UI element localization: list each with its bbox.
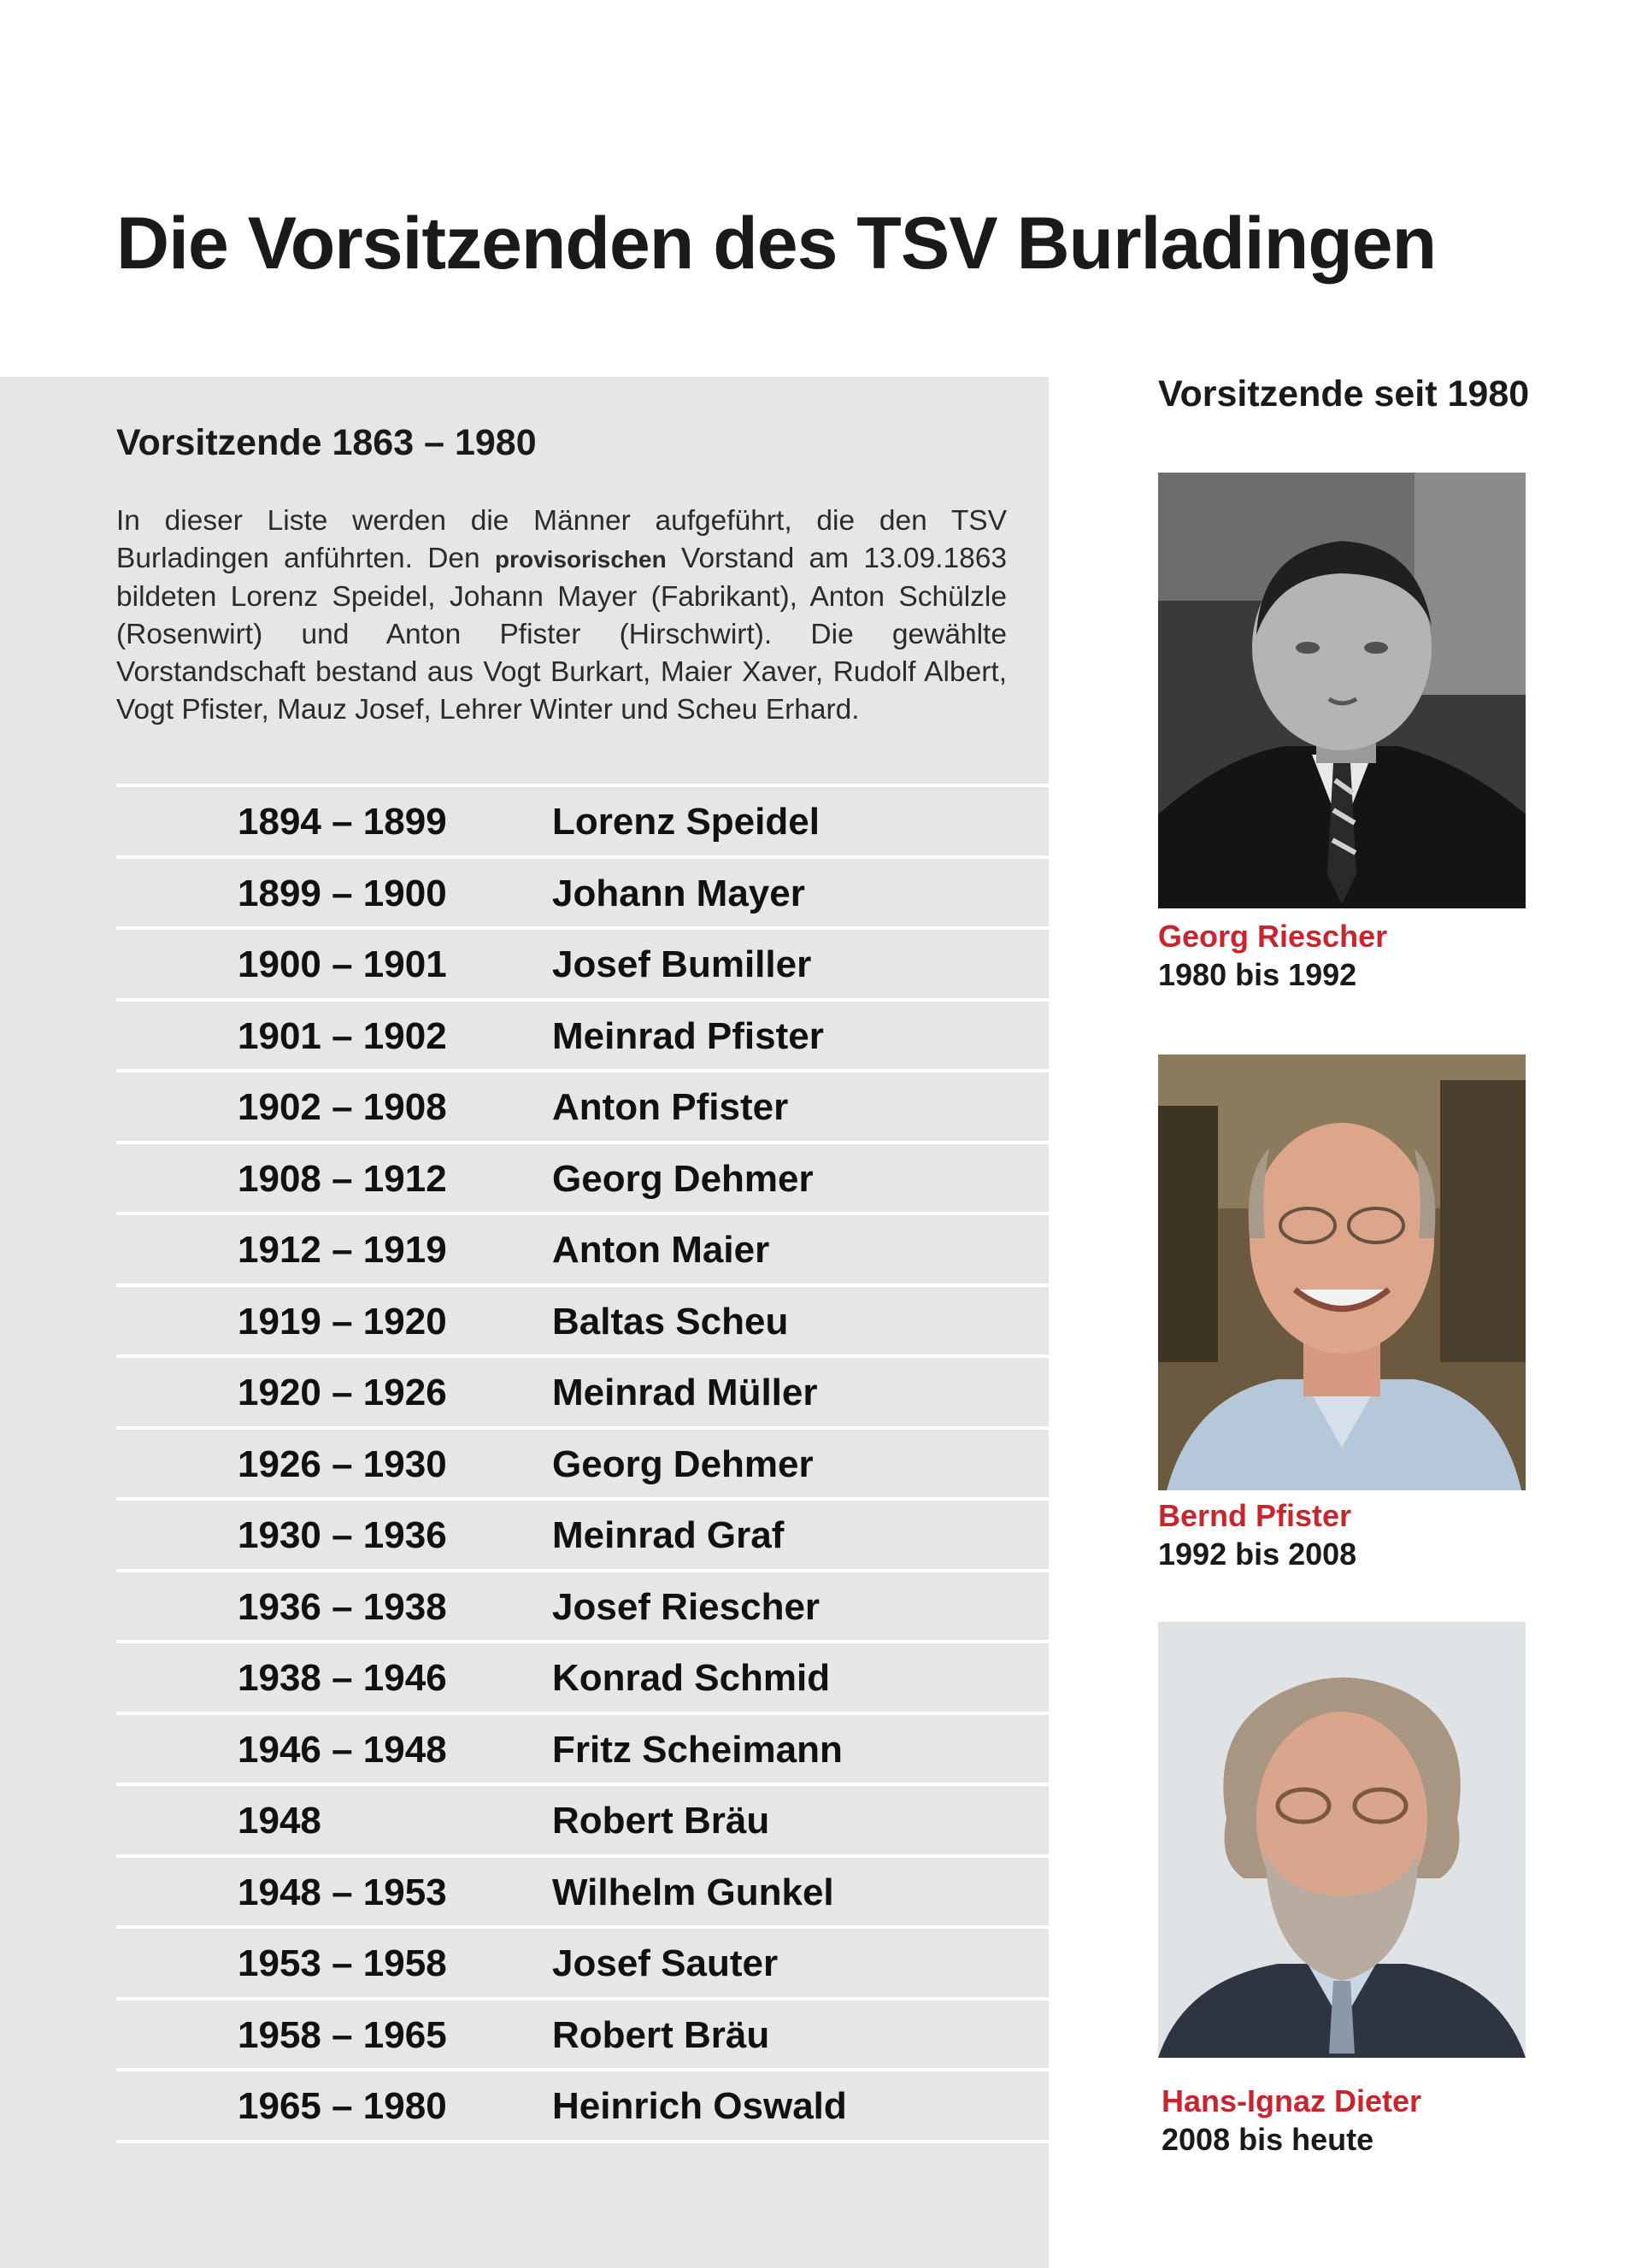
chair-years: 1900 – 1901 bbox=[238, 943, 447, 985]
chair-years: 1912 – 1919 bbox=[238, 1229, 447, 1271]
chair-name: Robert Bräu bbox=[552, 1800, 770, 1842]
chair-row bbox=[116, 855, 1049, 927]
chair-years: 1948 bbox=[238, 1800, 321, 1842]
chair-years: 1901 – 1902 bbox=[238, 1014, 447, 1057]
chair-years: 1899 – 1900 bbox=[238, 872, 447, 914]
chair-name: Meinrad Graf bbox=[552, 1514, 785, 1556]
chair-name: Johann Mayer bbox=[552, 872, 805, 914]
chair-row bbox=[116, 1997, 1049, 2069]
chair-row bbox=[116, 1141, 1049, 1213]
chair-row bbox=[116, 1854, 1049, 1926]
chair-name: Meinrad Pfister bbox=[552, 1014, 824, 1057]
chair-name: Fritz Scheimann bbox=[552, 1728, 843, 1771]
portrait-photo-1 bbox=[1158, 473, 1526, 908]
chair-name: Wilhelm Gunkel bbox=[552, 1871, 834, 1913]
chair-row bbox=[116, 1783, 1049, 1854]
intro-text-start: In dieser Liste werden die Männer aufgeführt, die den TSV Burladingen anführten. Den bbox=[116, 505, 1007, 574]
chair-name: Georg Dehmer bbox=[552, 1442, 814, 1485]
chair-row bbox=[116, 2068, 1049, 2143]
chair-years: 1938 – 1946 bbox=[238, 1657, 447, 1699]
chair-row bbox=[116, 1712, 1049, 1783]
chair-years: 1946 – 1948 bbox=[238, 1728, 447, 1771]
chair-years: 1930 – 1936 bbox=[238, 1514, 447, 1556]
chair-row bbox=[116, 784, 1049, 855]
chair-name: Konrad Schmid bbox=[552, 1657, 831, 1699]
portrait-photo-3 bbox=[1158, 1622, 1526, 2058]
intro-emphasis: provisorischen bbox=[494, 546, 667, 573]
chair-years: 1948 – 1953 bbox=[238, 1871, 447, 1913]
chairman-list bbox=[116, 784, 1049, 2143]
caption-name-3: Hans-Ignaz Dieter bbox=[1162, 2083, 1422, 2118]
chair-years: 1953 – 1958 bbox=[238, 1942, 447, 1984]
caption-term-3: 2008 bis heute bbox=[1162, 2122, 1374, 2157]
chair-years: 1902 – 1908 bbox=[238, 1086, 447, 1128]
chair-years: 1926 – 1930 bbox=[238, 1442, 447, 1485]
section-heading-1863-1980: Vorsitzende 1863 – 1980 bbox=[116, 422, 537, 463]
chair-name: Lorenz Speidel bbox=[552, 801, 820, 843]
chair-name: Meinrad Müller bbox=[552, 1372, 818, 1413]
chair-row bbox=[116, 926, 1049, 998]
chair-years: 1908 – 1912 bbox=[238, 1157, 447, 1200]
chair-name: Anton Maier bbox=[552, 1229, 770, 1271]
chair-name: Georg Dehmer bbox=[552, 1157, 814, 1200]
chair-row bbox=[116, 1925, 1049, 1997]
portrait-photo-2 bbox=[1158, 1055, 1526, 1490]
chair-years: 1958 – 1965 bbox=[238, 2013, 447, 2056]
chair-row bbox=[116, 998, 1049, 1070]
chair-name: Josef Riescher bbox=[552, 1585, 820, 1628]
chair-name: Robert Bräu bbox=[552, 2013, 770, 2056]
chair-years: 1920 – 1926 bbox=[238, 1372, 447, 1413]
chair-years: 1919 – 1920 bbox=[238, 1300, 447, 1343]
intro-paragraph bbox=[116, 502, 1007, 729]
caption-name-2: Bernd Pfister bbox=[1158, 1498, 1352, 1533]
page-title: Die Vorsitzenden des TSV Burladingen bbox=[116, 203, 1437, 285]
caption-term-2: 1992 bis 2008 bbox=[1158, 1536, 1357, 1572]
caption-term-1: 1980 bis 1992 bbox=[1158, 957, 1357, 992]
chair-name: Josef Bumiller bbox=[552, 943, 812, 985]
chair-name: Anton Pfister bbox=[552, 1086, 789, 1128]
intro-text-end: Vorstand am 13.09.1863 bildeten Lorenz Speidel, Johann Mayer (Fabrikant), Anton Schülzle (Rosenwirt) und Anton Pfister (Hirschwirt). Die gewählte Vorstandschaft bestand aus Vogt Burkart, Maier Xaver, Rudolf Albert, Vogt Pfister, Mauz Josef, Lehrer Winter und Scheu Erhard. bbox=[116, 543, 1008, 726]
chair-years: 1965 – 1980 bbox=[238, 2085, 447, 2127]
chair-row bbox=[116, 1569, 1049, 1641]
chair-name: Josef Sauter bbox=[552, 1942, 779, 1984]
caption-name-1: Georg Riescher bbox=[1158, 919, 1388, 954]
chair-row bbox=[116, 1069, 1049, 1141]
chair-row bbox=[116, 1497, 1049, 1569]
chair-row bbox=[116, 1426, 1049, 1498]
chair-name: Baltas Scheu bbox=[552, 1300, 789, 1343]
section-heading-since-1980: Vorsitzende seit 1980 bbox=[1158, 373, 1530, 414]
chair-name: Heinrich Oswald bbox=[552, 2085, 847, 2127]
chair-row bbox=[116, 1284, 1049, 1355]
chair-years: 1894 – 1899 bbox=[238, 801, 447, 843]
chair-row bbox=[116, 1354, 1049, 1426]
chair-row bbox=[116, 1640, 1049, 1712]
chair-row bbox=[116, 1212, 1049, 1284]
chair-years: 1936 – 1938 bbox=[238, 1585, 447, 1628]
